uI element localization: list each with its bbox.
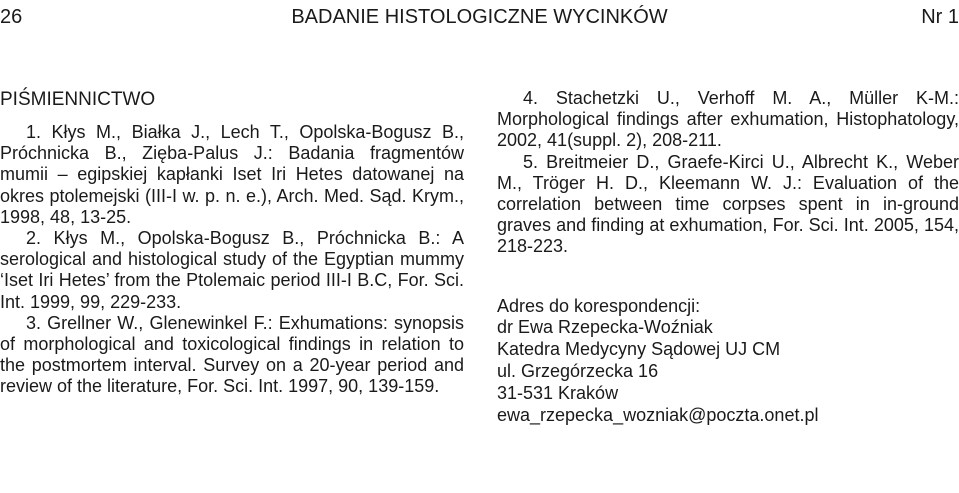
correspondence-email: ewa_rzepecka_wozniak@poczta.onet.pl: [497, 404, 819, 425]
correspondence-department: Katedra Medycyny Sądowej UJ CM: [497, 339, 781, 360]
reference-item: 3. Grellner W., Glenewinkel F.: Exhumations: synopsis of morphological and toxicological findings in relation to the postmortem interval. Survey on a 20-year period and review of the literature, For. Sci. Int. 1997, 90, 139-159.: [0, 312, 464, 397]
reference-item: 2. Kłys M., Opolska-Bogusz B., Próchnicka B.: A serological and histological study of the Egyptian mummy ‘Iset Iri Hetes’ from the Ptolemaic period III-I B.C, For. Sci. Int. 1999, 99, 229-233.: [0, 228, 464, 312]
reference-item: 1. Kłys M., Białka J., Lech T., Opolska-Bogusz B., Próchnicka B., Zięba-Palus J.: Badania fragmentów mumii – egipskiej kapłanki Iset Iri Hetes datowanej na okres ptolemejski (III-I w. p. n. e.), Arch. Med. Sąd. Krym., 1998, 48, 13-25.: [0, 122, 464, 227]
correspondence-name: dr Ewa Rzepecka-Woźniak: [497, 317, 713, 338]
correspondence-label: Adres do korespondencji:: [497, 295, 701, 316]
reference-item: 5. Breitmeier D., Graefe-Kirci U., Albrecht K., Weber M., Tröger H. D., Kleemann W. J.: Evaluation of the correlation between time corpses spent in in-ground graves and finding at exhumation, For. Sci. Int. 2005, 154, 218-223.: [497, 151, 959, 257]
issue-number: Nr 1: [921, 6, 959, 28]
running-title: BADANIE HISTOLOGICZNE WYCINKÓW: [291, 6, 668, 28]
page-header: [0, 4, 959, 30]
correspondence-address: [497, 296, 959, 427]
page-number: 26: [0, 6, 23, 28]
correspondence-street: ul. Grzegórzecka 16: [497, 361, 659, 382]
left-column: [0, 88, 464, 398]
references-title: PIŚMIENNICTWO: [0, 89, 156, 110]
reference-item: 4. Stachetzki U., Verhoff M. A., Müller K-M.: Morphological findings after exhumation, Histophatology, 2002, 41(suppl. 2), 208-211.: [497, 88, 959, 151]
correspondence-city: 31-531 Kraków: [497, 382, 619, 403]
right-column: [497, 88, 959, 426]
